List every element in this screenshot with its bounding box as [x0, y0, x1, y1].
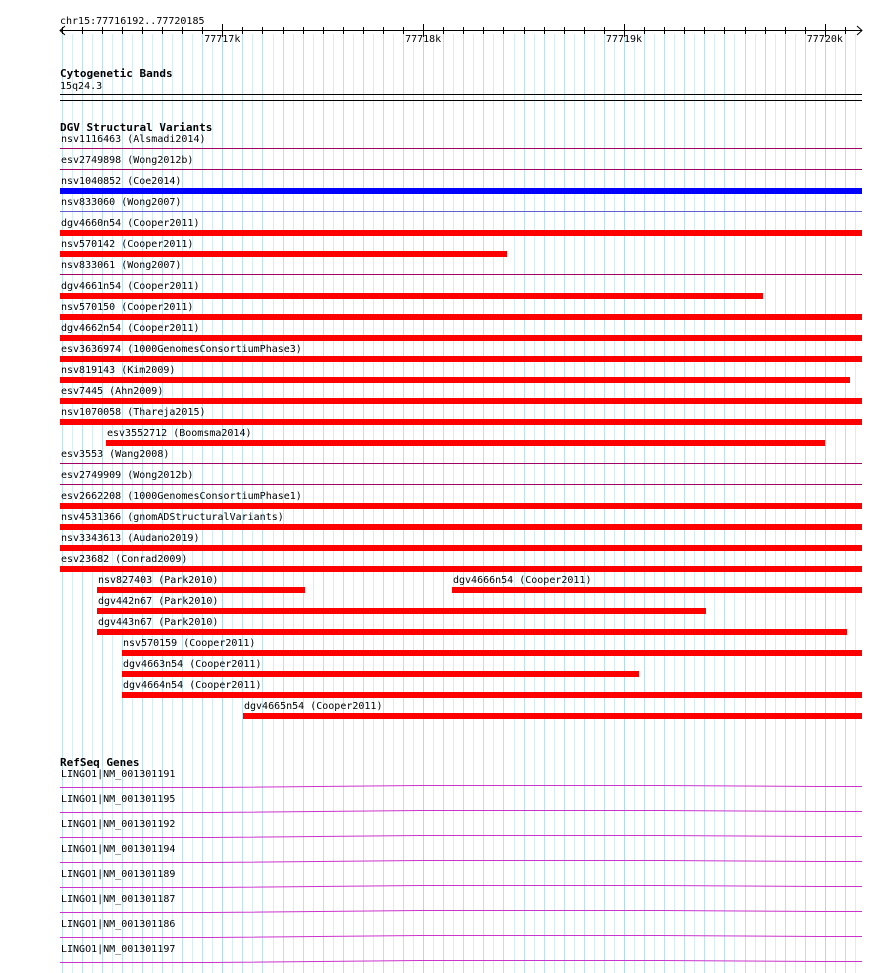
variant-label[interactable]: dgv4665n54 (Cooper2011) [244, 701, 383, 712]
gene-label[interactable]: LINGO1|NM_001301195 [61, 794, 176, 805]
gene-label[interactable]: LINGO1|NM_001301187 [61, 894, 176, 905]
variant-row-line [60, 274, 862, 275]
gene-intron-line[interactable] [60, 773, 864, 789]
variant-loss-bar[interactable] [60, 335, 862, 341]
variant-loss-bar[interactable] [106, 440, 825, 446]
ruler-axis [0, 0, 890, 50]
variant-gain-bar[interactable] [60, 188, 862, 194]
gene-intron-line[interactable] [60, 923, 864, 939]
variant-label[interactable]: esv2749898 (Wong2012b) [61, 155, 194, 166]
variant-loss-bar[interactable] [60, 377, 850, 383]
variant-loss-bar[interactable] [452, 587, 862, 593]
variant-row-line [60, 169, 862, 170]
variant-label[interactable]: dgv442n67 (Park2010) [98, 596, 219, 607]
variant-row-line [60, 148, 862, 149]
gene-intron-line[interactable] [60, 898, 864, 914]
ruler-location-label: chr15:77716192..77720185 [60, 16, 205, 27]
variant-label[interactable]: dgv4660n54 (Cooper2011) [61, 218, 200, 229]
variant-label[interactable]: esv2749909 (Wong2012b) [61, 470, 194, 481]
variant-label[interactable]: dgv443n67 (Park2010) [98, 617, 219, 628]
variant-row-line [60, 211, 862, 212]
gene-intron-line[interactable] [60, 873, 864, 889]
gene-label[interactable]: LINGO1|NM_001301191 [61, 769, 176, 780]
variant-label[interactable]: nsv819143 (Kim2009) [61, 365, 176, 376]
variant-label[interactable]: dgv4666n54 (Cooper2011) [453, 575, 592, 586]
variant-loss-bar[interactable] [60, 398, 862, 404]
ruler-tick-label: 77717k [204, 34, 241, 45]
variant-label[interactable]: esv3636974 (1000GenomesConsortiumPhase3) [61, 344, 302, 355]
gene-intron-line[interactable] [60, 948, 864, 964]
variant-label[interactable]: dgv4661n54 (Cooper2011) [61, 281, 200, 292]
variant-label[interactable]: nsv570150 (Cooper2011) [61, 302, 194, 313]
gene-label[interactable]: LINGO1|NM_001301192 [61, 819, 176, 830]
variant-row-line [60, 463, 862, 464]
variant-label[interactable]: esv2662208 (1000GenomesConsortiumPhase1) [61, 491, 302, 502]
variant-loss-bar[interactable] [122, 650, 862, 656]
variant-label[interactable]: nsv3343613 (Audano2019) [61, 533, 200, 544]
variant-label[interactable]: esv3553 (Wang2008) [61, 449, 170, 460]
ruler-tick-label: 77720k [806, 34, 843, 45]
gene-label[interactable]: LINGO1|NM_001301189 [61, 869, 176, 880]
variant-label[interactable]: dgv4664n54 (Cooper2011) [123, 680, 262, 691]
variant-label[interactable]: nsv1070058 (Thareja2015) [61, 407, 206, 418]
gene-label[interactable]: LINGO1|NM_001301194 [61, 844, 176, 855]
variant-loss-bar[interactable] [243, 713, 862, 719]
variant-label[interactable]: nsv1040852 (Coe2014) [61, 176, 182, 187]
variant-loss-bar[interactable] [60, 503, 862, 509]
variant-label[interactable]: nsv570142 (Cooper2011) [61, 239, 194, 250]
track-divider [60, 100, 862, 101]
variant-loss-bar[interactable] [60, 230, 862, 236]
variant-loss-bar[interactable] [60, 419, 862, 425]
variant-label[interactable]: nsv833060 (Wong2007) [61, 197, 182, 208]
variant-row-line [60, 484, 862, 485]
variant-loss-bar[interactable] [122, 692, 862, 698]
cytoband-label[interactable]: 15q24.3 [60, 81, 103, 92]
variant-label[interactable]: esv7445 (Ahn2009) [61, 386, 164, 397]
gene-intron-line[interactable] [60, 798, 864, 814]
variant-loss-bar[interactable] [60, 524, 862, 530]
variant-loss-bar[interactable] [122, 671, 639, 677]
variant-label[interactable]: dgv4663n54 (Cooper2011) [123, 659, 262, 670]
variant-label[interactable]: nsv4531366 (gnomADStructuralVariants) [61, 512, 284, 523]
variant-loss-bar[interactable] [60, 566, 862, 572]
track-title-refseq[interactable]: RefSeq Genes [60, 756, 140, 769]
variant-label[interactable]: nsv570159 (Cooper2011) [123, 638, 256, 649]
ruler-tick-label: 77718k [405, 34, 442, 45]
track-title-cytobands[interactable]: Cytogenetic Bands [60, 67, 173, 80]
variant-label[interactable]: dgv4662n54 (Cooper2011) [61, 323, 200, 334]
gene-label[interactable]: LINGO1|NM_001301197 [61, 944, 176, 955]
track-title-dgv[interactable]: DGV Structural Variants [60, 121, 213, 134]
gene-intron-line[interactable] [60, 848, 864, 864]
variant-loss-bar[interactable] [97, 629, 847, 635]
gene-intron-line[interactable] [60, 823, 864, 839]
variant-loss-bar[interactable] [60, 356, 862, 362]
gene-label[interactable]: LINGO1|NM_001301186 [61, 919, 176, 930]
variant-label[interactable]: nsv827403 (Park2010) [98, 575, 219, 586]
variant-loss-bar[interactable] [97, 587, 305, 593]
variant-label[interactable]: nsv1116463 (Alsmadi2014) [61, 134, 206, 145]
variant-loss-bar[interactable] [60, 314, 862, 320]
variant-label[interactable]: esv3552712 (Boomsma2014) [107, 428, 252, 439]
variant-loss-bar[interactable] [60, 293, 763, 299]
variant-loss-bar[interactable] [60, 251, 507, 257]
variant-label[interactable]: nsv833061 (Wong2007) [61, 260, 182, 271]
ruler-tick-label: 77719k [605, 34, 643, 45]
cytoband-line[interactable] [60, 94, 862, 95]
variant-label[interactable]: esv23682 (Conrad2009) [61, 554, 188, 565]
variant-loss-bar[interactable] [60, 545, 862, 551]
variant-loss-bar[interactable] [97, 608, 706, 614]
